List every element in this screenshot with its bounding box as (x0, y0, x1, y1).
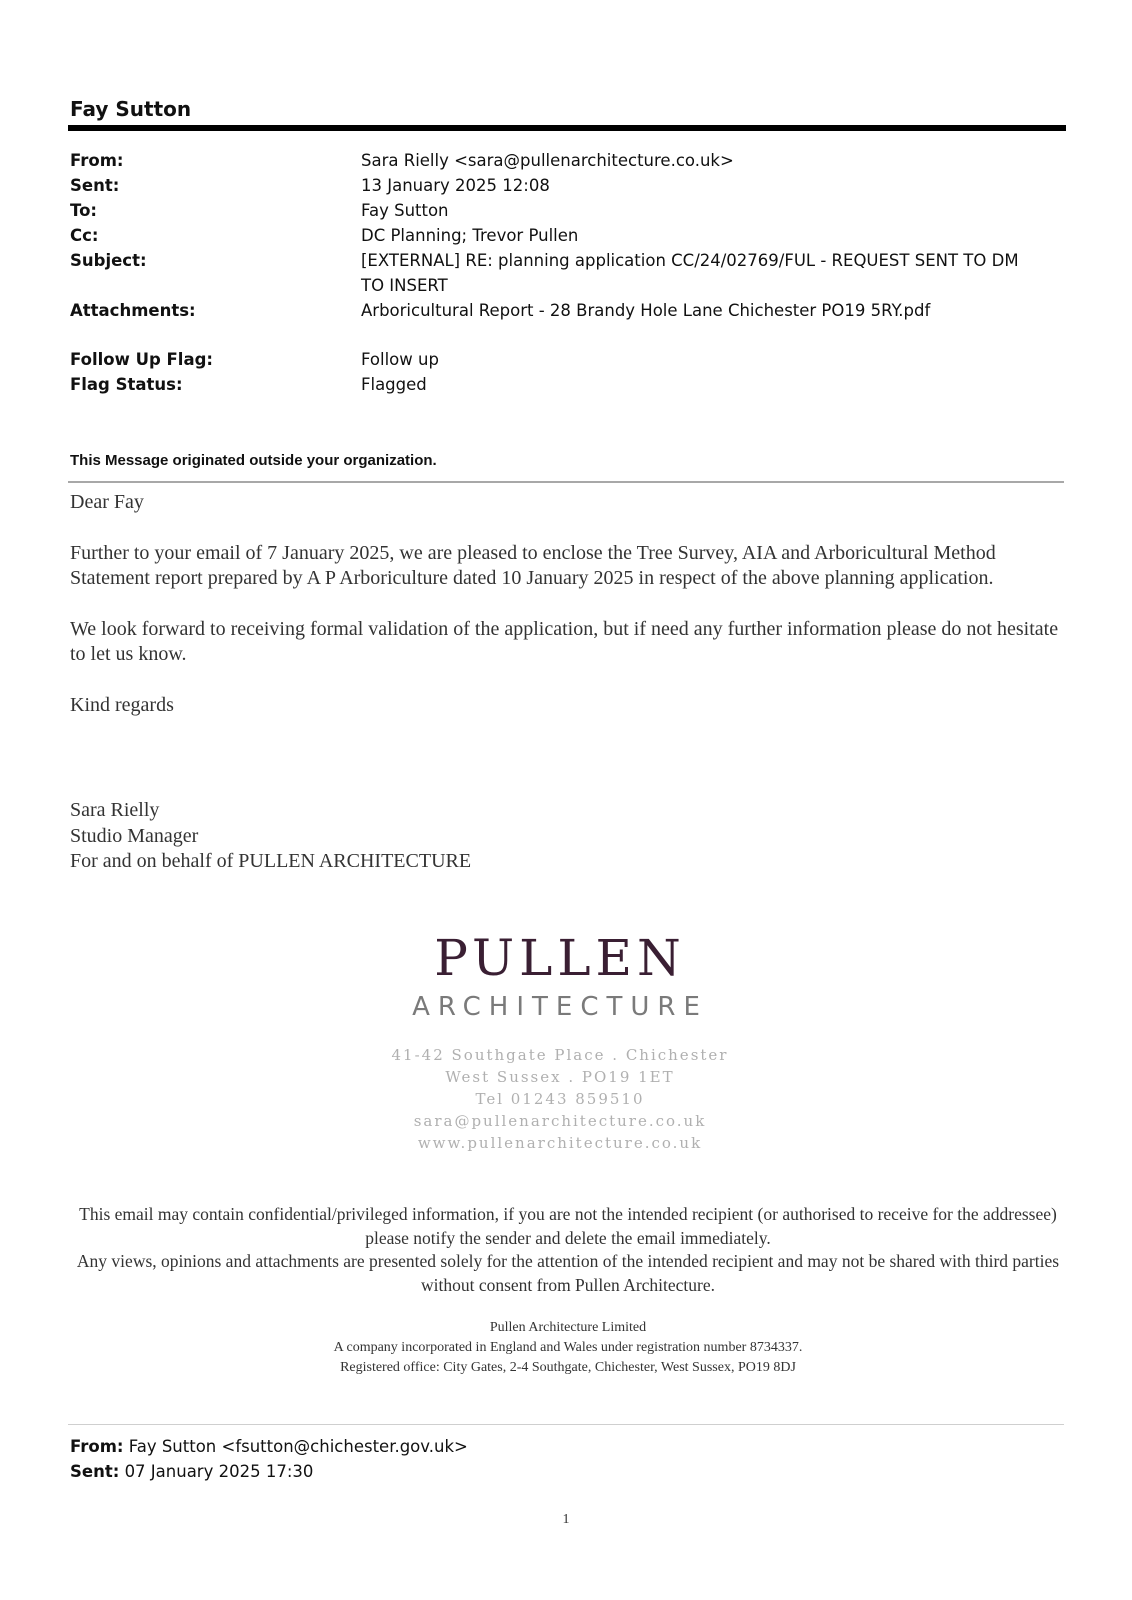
subject-value (361, 248, 1060, 298)
signature-block (70, 798, 471, 875)
company-name: Pullen Architecture Limited (489, 1320, 647, 1335)
cc-value: DC Planning; Trevor Pullen (361, 226, 579, 245)
signature-behalf: For and on behalf of PULLEN ARCHITECTURE (70, 850, 472, 872)
company-registration (70, 1318, 1066, 1378)
previous-from-value: Fay Sutton <fsutton@chichester.gov.uk> (128, 1437, 468, 1456)
body-paragraph-2: We look forward to receiving formal validation of the application, but if need any further information please do not hesitate to let us know. (70, 617, 1059, 665)
subject-line-1: [EXTERNAL] RE: planning application CC/24/02769/FUL - REQUEST SENT TO DM (361, 251, 1019, 270)
signature-name: Sara Rielly (70, 799, 160, 821)
page-number: 1 (562, 1512, 570, 1527)
attachments-label: Attachments: (70, 301, 196, 320)
flag-status-label: Flag Status: (70, 375, 183, 394)
subject-line-2: TO INSERT (361, 276, 448, 295)
company-registered-office: Registered office: City Gates, 2-4 Southgate, Chichester, West Sussex, PO19 8DJ (340, 1360, 796, 1375)
previous-sent-value: 07 January 2025 17:30 (124, 1462, 314, 1481)
attachment-filename[interactable]: Arboricultural Report - 28 Brandy Hole Lane Chichester PO19 5RY.pdf (361, 301, 931, 320)
header-spacer (70, 323, 1060, 347)
header-row-follow-up (70, 347, 1060, 372)
confidentiality-disclaimer (70, 1203, 1066, 1297)
logo-website-link[interactable]: www.pullenarchitecture.co.uk (417, 1134, 703, 1152)
header-row-cc (70, 223, 1060, 248)
header-row-to (70, 198, 1060, 223)
logo-email-link[interactable]: sara@pullenarchitecture.co.uk (413, 1112, 707, 1130)
disclaimer-line-1: This email may contain confidential/privileged information, if you are not the intended recipient (or authorised to receive for the addressee) please notify the sender and delete the email immediately. (79, 1204, 1057, 1248)
owner-divider (68, 125, 1066, 131)
cc-label: Cc: (70, 226, 99, 245)
sent-label: Sent: (70, 176, 120, 195)
previous-sent-row (70, 1459, 468, 1484)
logo-address (350, 1044, 770, 1154)
email-header-block (70, 148, 1060, 397)
previous-from-row (70, 1434, 468, 1459)
header-row-from (70, 148, 1060, 173)
previous-message-divider (68, 1424, 1064, 1425)
previous-message-header (70, 1434, 468, 1484)
follow-up-label: Follow Up Flag: (70, 350, 213, 369)
closing: Kind regards (70, 693, 174, 716)
from-label: From: (70, 151, 124, 170)
mailbox-owner-name: Fay Sutton (70, 97, 192, 121)
signature-title: Studio Manager (70, 824, 199, 847)
sent-value: 13 January 2025 12:08 (361, 176, 550, 195)
logo-subtitle: ARCHITECTURE (412, 992, 708, 1022)
company-logo (350, 930, 770, 1154)
to-label: To: (70, 201, 97, 220)
external-warning-notice: This Message originated outside your organization. (70, 452, 437, 469)
previous-from-label: From: (70, 1437, 124, 1456)
header-row-sent (70, 173, 1060, 198)
subject-label: Subject: (70, 251, 147, 270)
email-body (70, 490, 1070, 743)
header-row-flag-status (70, 372, 1060, 397)
logo-address-line-1: 41-42 Southgate Place . Chichester (391, 1046, 729, 1064)
company-registration-number: A company incorporated in England and Wales under registration number 8734337. (333, 1340, 803, 1355)
external-divider (68, 481, 1064, 483)
previous-sent-label: Sent: (70, 1462, 120, 1481)
header-row-subject (70, 248, 1060, 298)
header-row-attachments (70, 298, 1060, 323)
from-value: Sara Rielly <sara@pullenarchitecture.co.uk> (361, 151, 734, 170)
greeting: Dear Fay (70, 491, 144, 513)
to-value: Fay Sutton (361, 201, 449, 220)
flag-status-value: Flagged (361, 375, 427, 394)
follow-up-value: Follow up (361, 350, 439, 369)
disclaimer-line-2: Any views, opinions and attachments are presented solely for the attention of the intended recipient and may not be shared with third parties without consent from Pullen Architecture. (76, 1251, 1060, 1295)
logo-address-line-2: West Sussex . PO19 1ET (445, 1068, 675, 1086)
logo-name: PULLEN (434, 929, 686, 987)
logo-telephone: Tel 01243 859510 (475, 1090, 645, 1108)
body-paragraph-1: Further to your email of 7 January 2025, we are pleased to enclose the Tree Survey, AIA and Arboricultural Method Statement report prepared by A P Arboriculture dated 10 January 2025 in respect of the above planning application. (70, 541, 996, 589)
